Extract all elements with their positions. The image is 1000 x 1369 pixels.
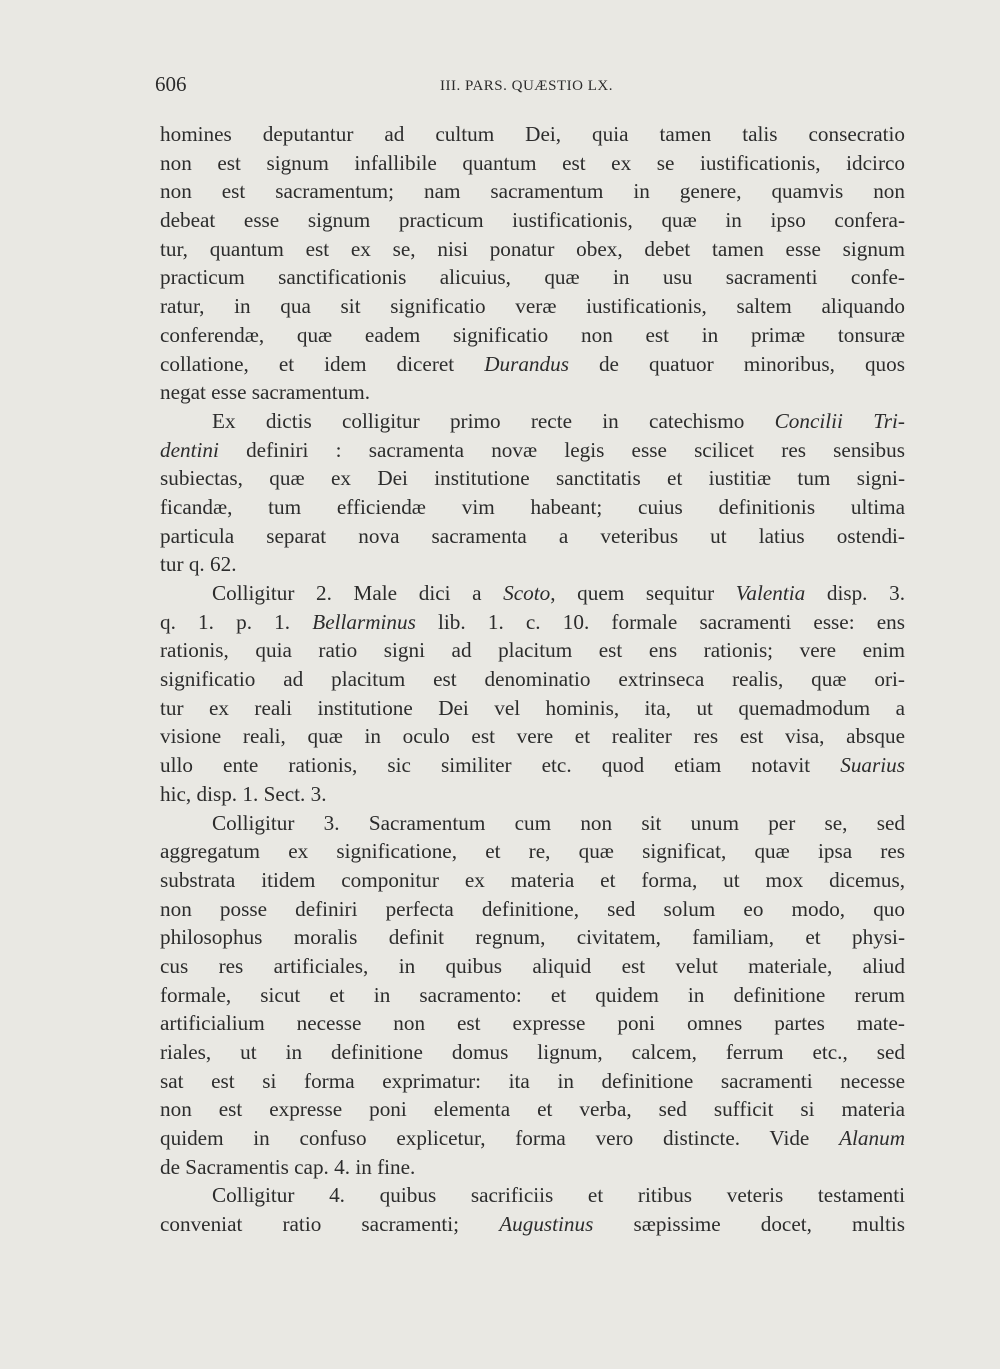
text-segment: Colligitur 2. Male dici a [212,581,504,605]
text-segment: tur ex reali institutione Dei vel hominis, ita, ut quemadmodum a [160,695,905,720]
text-line [160,1124,905,1153]
text-segment: definiri : sacramenta novæ legis esse scilicet res sensibus [218,437,905,462]
italic-name: Scoto [503,581,551,605]
text-segment: Colligitur 4. quibus sacrificiis et ritibus veteris testamenti [212,1183,905,1208]
text-line [160,1067,905,1096]
text-segment: non est signum infallibile quantum est ex se iustificationis, idcirco [160,150,905,175]
text-line [160,722,905,751]
text-segment: substrata itidem componitur ex materia et forma, ut mox dicemus, [160,867,905,892]
italic-name: Valentia [735,581,806,605]
text-line [160,263,905,292]
italic-name: Alanum [839,1126,905,1151]
text-segment: aggregatum ex significatione, et re, quæ significat, quæ ipsa res [160,839,905,864]
text-segment: , quem sequitur [550,581,736,605]
text-segment: ratur, in qua sit significatio veræ iustificationis, saltem aliquando [160,294,905,319]
text-line [160,120,905,149]
text-segment: significatio ad placitum est denominatio extrinseca realis, quæ ori- [160,667,905,692]
text-line [160,1210,905,1239]
text-segment: non posse definiri perfecta definitione, sed solum eo modo, quo [160,896,905,921]
text-segment: ullo ente rationis, sic similiter etc. quod etiam notavit [160,753,841,778]
italic-name: Suarius [840,753,905,778]
text-segment: lib. 1. c. 10. formale sacramenti esse: ens [415,609,905,634]
text-line [160,350,905,379]
page-header [155,72,915,102]
text-line [160,378,905,407]
body-text [160,120,905,1239]
text-segment: disp. 3. [805,581,905,605]
text-segment: sat est si forma exprimatur: ita in definitione sacramenti necesse [160,1068,905,1093]
text-segment: conferendæ, quæ eadem significatio non est in primæ tonsuræ [160,322,905,347]
text-segment: practicum sanctificationis alicuius, quæ in usu sacramenti confe- [160,265,905,290]
text-segment: q. 1. p. 1. [160,609,313,634]
text-segment: non est sacramentum; nam sacramentum in genere, quamvis non [160,179,905,204]
text-line [160,464,905,493]
text-segment: homines deputantur ad cultum Dei, quia tamen talis consecratio [160,122,905,146]
text-line [160,608,905,637]
text-line [160,751,905,780]
text-line [160,579,905,608]
text-segment: hic, disp. 1. Sect. 3. [160,781,327,806]
text-segment: negat esse sacramentum. [160,380,371,405]
text-line [160,809,905,838]
text-line [160,550,905,579]
text-line [160,321,905,350]
text-segment: artificialium necesse non est expresse poni omnes partes mate- [160,1011,905,1036]
text-line [160,1153,905,1182]
running-title: III. PARS. QUÆSTIO LX. [440,78,613,94]
text-line [160,866,905,895]
text-segment: debeat esse signum practicum iustificationis, quæ in ipso confera- [160,208,905,233]
text-segment: sæpissime docet, multis [593,1212,905,1237]
text-line [160,436,905,465]
text-segment: formale, sicut et in sacramento: et quidem in definitione rerum [160,982,905,1007]
text-line [160,981,905,1010]
text-segment: particula separat nova sacramenta a veteribus ut latius ostendi- [160,523,905,548]
text-line [160,665,905,694]
text-line [160,636,905,665]
text-line [160,1009,905,1038]
text-segment: quidem in confuso explicetur, forma vero distincte. Vide [160,1126,840,1151]
text-line [160,952,905,981]
text-segment: Ex dictis colligitur primo recte in catechismo [212,408,775,433]
text-segment: collatione, et idem diceret [160,351,485,376]
text-line [160,177,905,206]
text-line [160,493,905,522]
text-line [160,235,905,264]
text-segment: rationis, quia ratio signi ad placitum est ens rationis; vere enim [160,638,905,663]
text-segment: de Sacramentis cap. 4. in fine. [160,1154,416,1179]
text-line [160,522,905,551]
text-segment: riales, ut in definitione domus lignum, calcem, ferrum etc., sed [160,1040,905,1064]
text-segment: de quatuor minoribus, quos [568,351,905,376]
text-segment: ficandæ, tum efficiendæ vim habeant; cuius definitionis ultima [160,494,905,519]
text-segment: non est expresse poni elementa et verba, sed sufficit si materia [160,1097,905,1122]
text-line [160,1181,905,1210]
page-number: 606 [155,72,187,96]
text-line [160,837,905,866]
text-line [160,1038,905,1067]
text-line [160,149,905,178]
text-segment: subiectas, quæ ex Dei institutione sanctitatis et iustitiæ tum signi- [160,466,905,491]
italic-name: Augustinus [499,1212,594,1237]
text-segment: cus res artificiales, in quibus aliquid est velut materiale, aliud [160,953,905,978]
italic-name: dentini [160,437,219,462]
text-segment: conveniat ratio sacramenti; [160,1212,500,1237]
italic-name: Bellarminus [312,609,416,634]
text-segment: Colligitur 3. Sacramentum cum non sit unum per se, sed [212,810,905,835]
italic-name: Durandus [484,351,569,376]
text-segment: visione reali, quæ in oculo est vere et realiter res est visa, absque [160,724,905,749]
italic-name: Concilii Tri- [774,408,905,433]
text-line [160,292,905,321]
text-segment: tur q. 62. [160,552,237,577]
text-segment: philosophus moralis definit regnum, civitatem, familiam, et physi- [160,925,905,950]
text-line [160,206,905,235]
text-line [160,407,905,436]
text-line [160,895,905,924]
text-line [160,780,905,809]
text-line [160,1095,905,1124]
text-line [160,694,905,723]
text-line [160,923,905,952]
text-segment: tur, quantum est ex se, nisi ponatur obex, debet tamen esse signum [160,236,905,261]
